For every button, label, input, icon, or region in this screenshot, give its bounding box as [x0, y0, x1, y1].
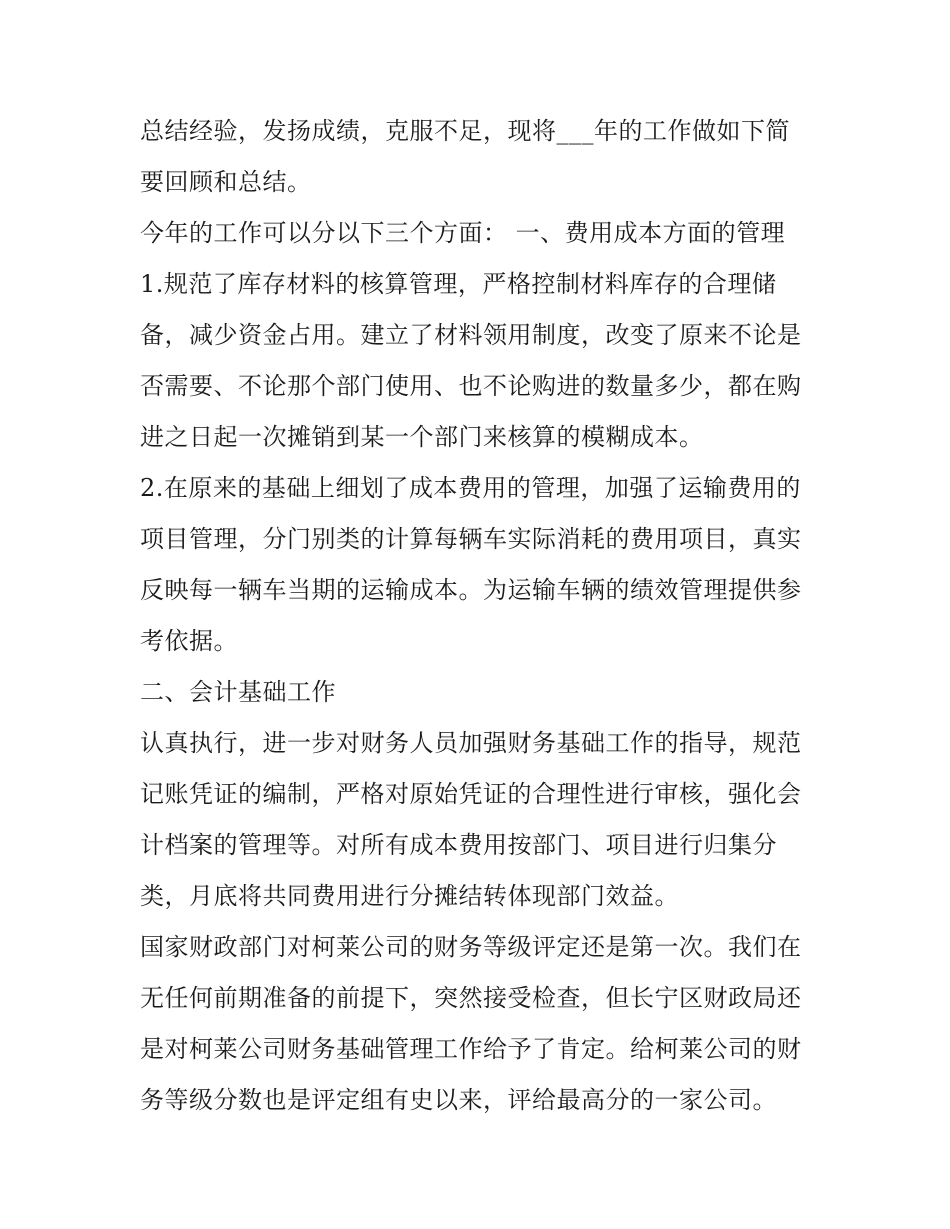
text-line-5: 备，减少资金占用。建立了材料领用制度，改变了原来不论是: [140, 321, 802, 349]
text-line-3: 今年的工作可以分以下三个方面： 一、费用成本方面的管理: [140, 219, 786, 247]
text-line-14: 记账凭证的编制，严格对原始凭证的合理性进行审核，强化会: [140, 780, 802, 808]
text-line-12: 二、会计基础工作: [140, 678, 336, 706]
text-line-2: 要回顾和总结。: [140, 168, 312, 196]
text-line-1: 总结经验，发扬成绩，克服不足，现将___年的工作做如下简: [140, 117, 790, 145]
text-line-8: 2.在原来的基础上细划了成本费用的管理，加强了运输费用的: [140, 474, 801, 502]
text-line-6: 否需要、不论那个部门使用、也不论购进的数量多少，都在购: [140, 372, 802, 400]
text-line-10: 反映每一辆车当期的运输成本。为运输车辆的绩效管理提供参: [140, 576, 802, 604]
text-line-11: 考依据。: [140, 627, 238, 655]
text-line-13: 认真执行，进一步对财务人员加强财务基础工作的指导，规范: [140, 729, 802, 757]
text-line-19: 是对柯莱公司财务基础管理工作给予了肯定。给柯莱公司的财: [140, 1035, 802, 1063]
text-line-9: 项目管理，分门别类的计算每辆车实际消耗的费用项目，真实: [140, 525, 802, 553]
document-body: [140, 106, 820, 1126]
text-line-15: 计档案的管理等。对所有成本费用按部门、项目进行归集分: [140, 831, 777, 859]
text-line-17: 国家财政部门对柯莱公司的财务等级评定还是第一次。我们在: [140, 933, 802, 961]
text-line-7: 进之日起一次摊销到某一个部门来核算的模糊成本。: [140, 423, 704, 451]
text-line-20: 务等级分数也是评定组有史以来，评给最高分的一家公司。: [140, 1086, 777, 1114]
text-line-18: 无任何前期准备的前提下，突然接受检查，但长宁区财政局还: [140, 984, 802, 1012]
text-line-4: 1.规范了库存材料的核算管理，严格控制材料库存的合理储: [140, 270, 777, 298]
text-line-16: 类，月底将共同费用进行分摊结转体现部门效益。: [140, 882, 679, 910]
